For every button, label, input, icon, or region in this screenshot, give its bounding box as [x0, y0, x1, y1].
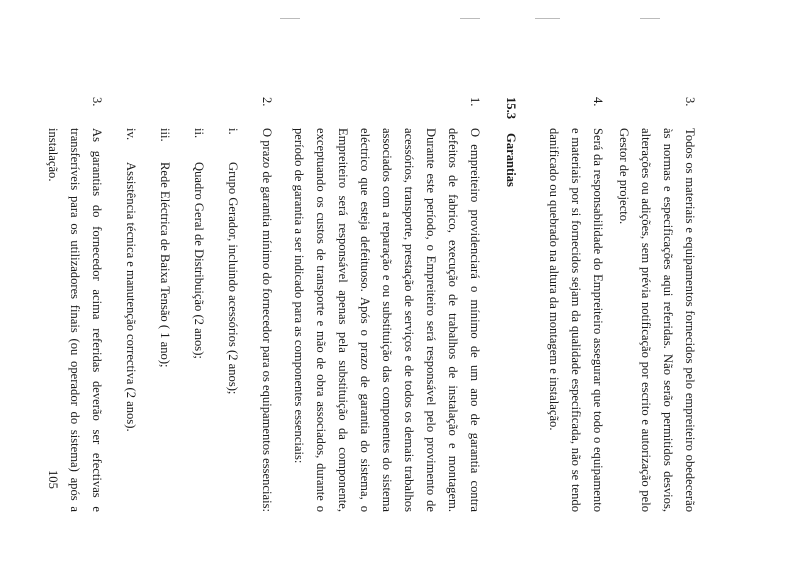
sublist-item: Quadro Geral de Distribuição (2 anos); — [192, 162, 206, 359]
list-item — [543, 97, 609, 512]
sublist-item: Grupo Gerador, incluindo acessórios (2 anos); — [226, 162, 240, 395]
sublist-entry — [154, 97, 176, 512]
document-body — [42, 97, 701, 512]
paragraph-warranty: O empreiteiro providenciará o mínimo de um ano de garantia contra defeitos de fabrico, execução de trabalhos de instalação e montagem. Durante este período, o Empreiteiro será responsável pelo provimento de acessórios, transporte, prestação de serviços e de todos os demais trabalhos associados com a reparação e ou substituição das componentes do sistema eléctrico que esteja defeituoso. Após o prazo de garantia do sistema, o Empreiteiro será responsável apenas pela substituição da componente, exceptuando os custos de transporte e mão de obra associados, durante o período de garantia a ser indicado para as componentes essenciais: — [292, 128, 482, 512]
list-item — [613, 97, 701, 512]
page-number: 105 — [46, 470, 60, 489]
list-number: 2. — [260, 97, 274, 107]
sublist-entry — [222, 97, 244, 512]
list-number: 3. — [90, 97, 104, 107]
sublist-entry — [188, 97, 210, 512]
paragraph-transferable: As garantias do fornecedor acima referidas deverão ser efectivas e transferíveis para os utilizadores finais (ou operador do sistema) após a instalação. — [46, 128, 104, 512]
list-item — [42, 97, 108, 512]
list-number: 4. — [591, 97, 605, 107]
sublist-item: Rede Eléctrica de Baixa Tensão ( 1 ano); — [158, 162, 172, 368]
sublist-entry — [120, 97, 142, 512]
sublist-item: Assistência técnica e manutenção correctiva (2 anos). — [124, 162, 138, 432]
list-item — [256, 97, 278, 512]
section-heading — [500, 97, 522, 512]
sublist-number: ii. — [192, 128, 206, 139]
sublist-number: iii. — [158, 128, 172, 142]
section-number: 15.3 — [504, 97, 518, 120]
sublist-number: iv. — [124, 128, 138, 141]
paragraph-warranty-period: O prazo de garantia mínimo do fornecedor para os equipamentos essenciais: — [260, 128, 274, 512]
paragraph-responsibility: Será da responsabilidade do Empreiteiro assegurar que todo o equipamento e materiais por si fornecidos sejam da qualidade especificada, não se tendo danificado ou quebrado na altura da montagem e instalação. — [547, 128, 605, 512]
sublist-number: i. — [226, 128, 240, 135]
paragraph-materials: Todos os materiais e equipamentos fornecidos pelo empreiteiro obedecerão às normas e especificações aqui referidas. Não serão permitidos desvios, alterações ou adições, sem prévia notificação por escrito e autorização pelo Gestor de projecto. — [617, 128, 697, 512]
list-item — [288, 97, 486, 512]
section-title: Garantias — [504, 133, 518, 187]
list-number: 3. — [683, 97, 697, 107]
list-number: 1. — [468, 97, 482, 107]
